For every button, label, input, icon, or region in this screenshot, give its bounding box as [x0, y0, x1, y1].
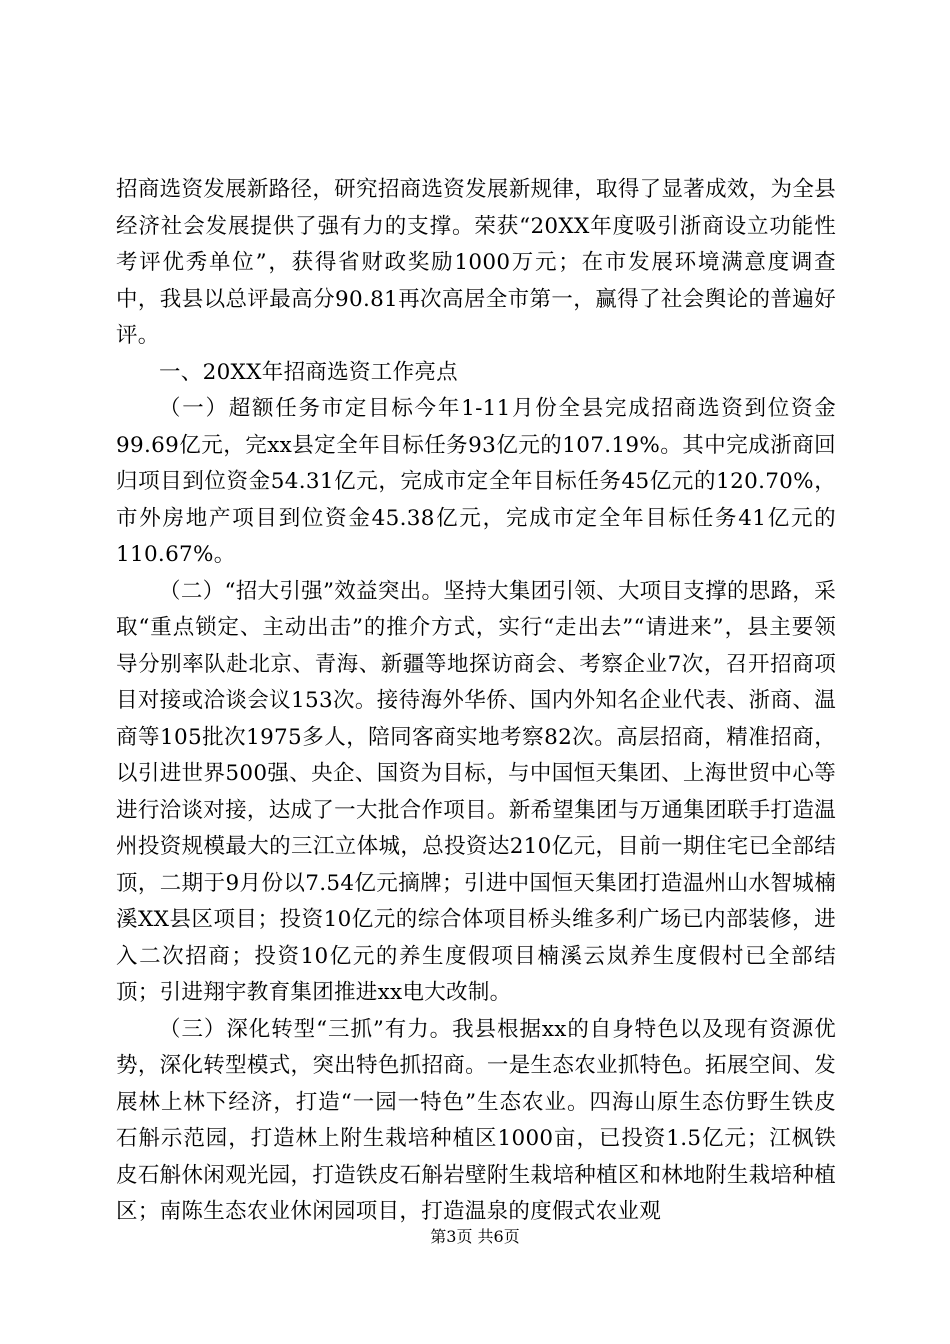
paragraph-three: （三）深化转型“三抓”有力。我县根据xx的自身特色以及现有资源优势，深化转型模式，突出特色抓招商。一是生态农业抓特色。拓展空间、发展林上林下经济，打造“一园一特色”生态农业。四海山原生态仿野生铁皮石斛示范园，打造林上附生栽培种植区1000亩，已投资1.5亿元；江枫铁皮石斛休闲观光园，打造铁皮石斛岩壁附生栽培种植区和林地附生栽培种植区；南陈生态农业休闲园项目，打造温泉的度假式农业观 — [116, 1016, 836, 1224]
paragraph-intro: 招商选资发展新路径，研究招商选资发展新规律，取得了显著成效，为全县经济社会发展提供了强有力的支撑。荣获“20XX年度吸引浙商设立功能性考评优秀单位”，获得省财政奖励1000万元；在市发展环境满意度调查中，我县以总评最高分90.81再次高居全市第一，赢得了社会舆论的普遍好评。 — [116, 177, 836, 348]
page-footer — [0, 1226, 950, 1248]
page-number: 第3页 共6页 — [430, 1227, 520, 1246]
paragraph-two: （二）“招大引强”效益突出。坚持大集团引领、大项目支撑的思路，采取“重点锁定、主动出击”的推介方式，实行“走出去”“请进来”，县主要领导分别率队赴北京、青海、新疆等地探访商会、考察企业7次，召开招商项目对接或洽谈会议153次。接待海外华侨、国内外知名企业代表、浙商、温商等105批次1975多人，陪同客商实地考察82次。高层招商，精准招商，以引进世界500强、央企、国资为目标，与中国恒天集团、上海世贸中心等进行洽谈对接，达成了一大批合作项目。新希望集团与万通集团联手打造温州投资规模最大的三江立体城，总投资达210亿元，目前一期住宅已全部结顶，二期于9月份以7.54亿元摘牌；引进中国恒天集团打造温州山水智城楠溪XX县区项目；投资10亿元的综合体项目桥头维多利广场已内部装修，进入二次招商；投资10亿元的养生度假项目楠溪云岚养生度假村已全部结顶；引进翔宇教育集团推进xx电大改制。 — [116, 578, 836, 1005]
paragraph-one: （一）超额任务市定目标今年1-11月份全县完成招商选资到位资金99.69亿元，完xx县定全年目标任务93亿元的107.19%。其中完成浙商回归项目到位资金54.31亿元，完成市定全年目标任务45亿元的120.70%，市外房地产项目到位资金45.38亿元，完成市定全年目标任务41亿元的110.67%。 — [116, 396, 836, 567]
section-heading: 一、20XX年招商选资工作亮点 — [159, 359, 458, 385]
document-body — [116, 172, 836, 1231]
